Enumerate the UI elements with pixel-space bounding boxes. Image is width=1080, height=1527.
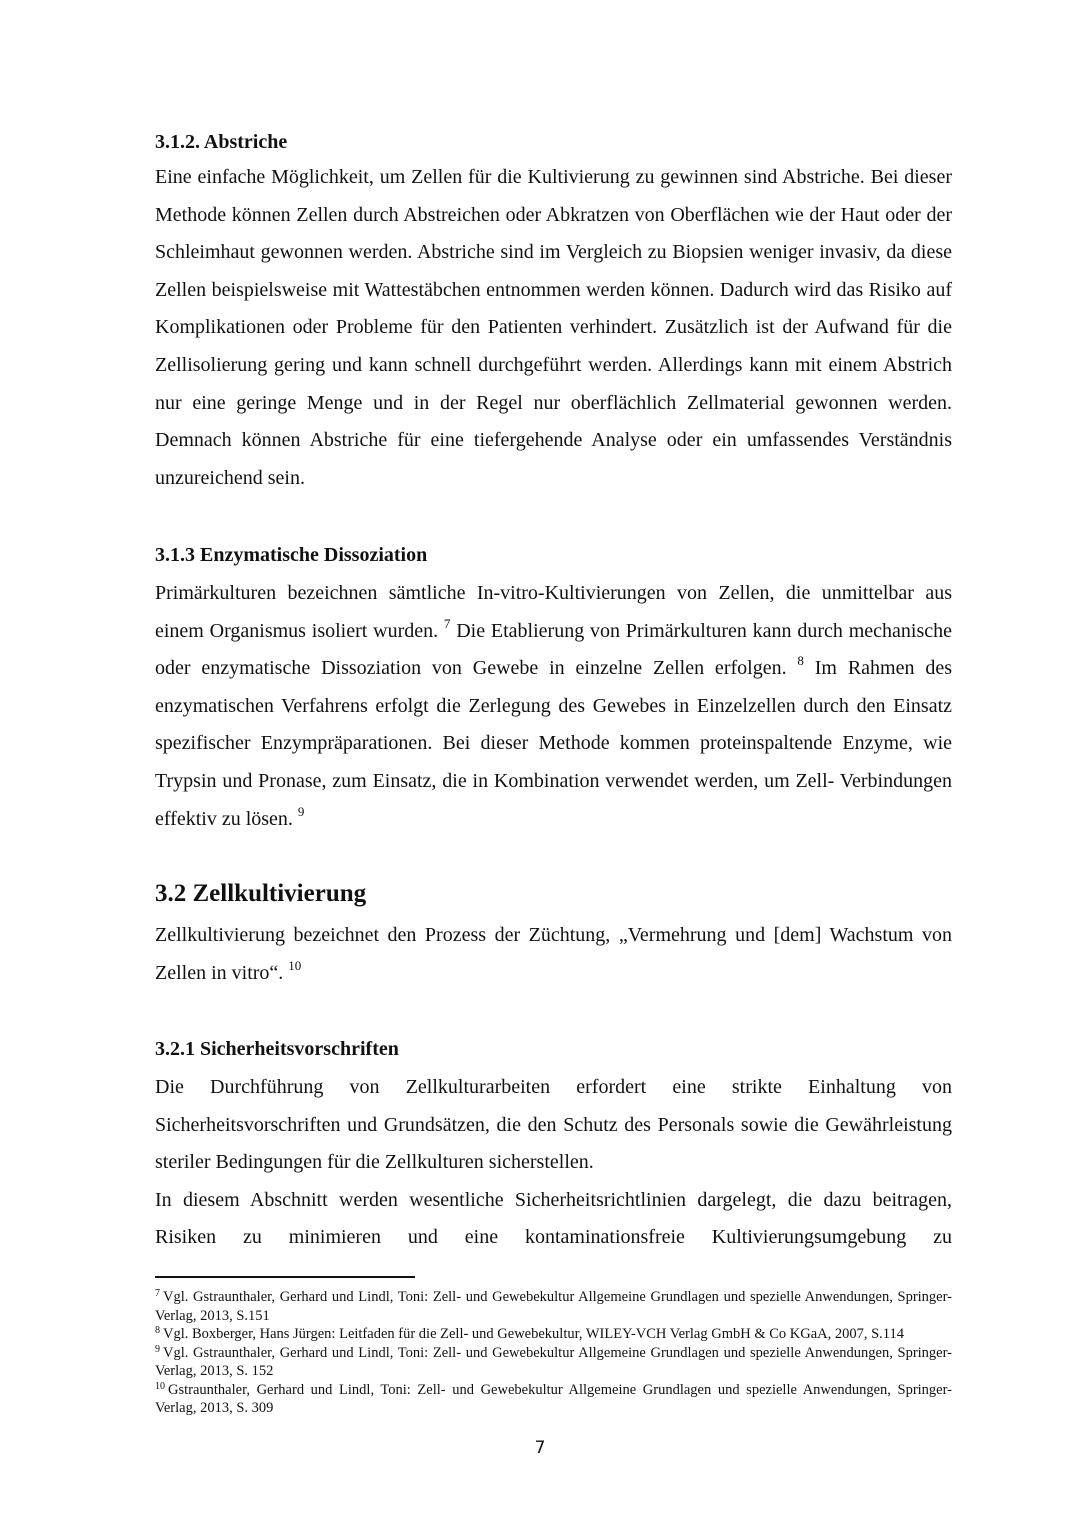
footnote-9: $^9$ Vgl. Gstraunthaler, Gerhard und Lindl, Toni: Zell- und Gewebekultur Allgemeine Grundlagen und spezielle Anwendungen, Springer-Verlag, 2013, S. 152 (155, 1343, 952, 1379)
paragraph-zellkultivierung: Zellkultivierung bezeichnet den Prozess der Züchtung, „Vermehrung und [dem] Wachstum von Zellen in vitro“. $^{10}$ (155, 924, 952, 984)
page-number: 7 (534, 1438, 546, 1458)
section-heading-abstriche: 3.1.2. Abstriche (155, 131, 288, 153)
footnotes (155, 1288, 952, 1418)
paragraph-enzymatische-dissoziation: Primärkulturen bezeichnen sämtliche In-vitro-Kultivierungen von Zellen, die unmittelbar aus einem Organismus isoliert wurden. $^7$ Die Etablierung von Primärkulturen kann durch mechanische oder enzymatische Dissoziation von Gewebe in einzelne Zellen erfolgen. $^8$ Im Rahmen des enzymatischen Verfahrens erfolgt die Zerlegung des Gewebes in Einzelzellen durch den Einsatz spezifischer Enzympräparationen. Bei dieser Methode kommen proteinspaltende Enzyme, wie Trypsin und Pronase, zum Einsatz, die in Kombination verwendet werden, um Zell- Verbindungen effektiv zu lösen. $^9$ (155, 582, 952, 830)
footnote-8: $^8$ Vgl. Boxberger, Hans Jürgen: Leitfaden für die Zell- und Gewebekultur, WILEY-VCH Verlag GmbH & Co KGaA, 2007, S.114 (155, 1325, 905, 1342)
section-3-2 (155, 877, 952, 992)
paragraph-abstriche: Eine einfache Möglichkeit, um Zellen für die Kultivierung zu gewinnen sind Abstriche. Bei dieser Methode können Zellen durch Abstreichen oder Abkratzen von Oberflächen wie der Haut oder der Schleimhaut gewonnen werden. Abstriche sind im Vergleich zu Biopsien weniger invasiv, da diese Zellen beispielsweise mit Wattestäbchen entnommen werden können. Dadurch wird das Risiko auf Komplikationen oder Probleme für den Patienten verhindert. Zusätzlich ist der Aufwand für die Zellisolierung gering und kann schnell durchgeführt werden. Allerdings kann mit einem Abstrich nur eine geringe Menge und in der Regel nur oberflächlich Zellmaterial gewonnen werden. Demnach können Abstriche für eine tiefergehende Analyse oder ein umfassendes Verständnis unzureichend sein. (155, 166, 952, 489)
section-3-1-3 (155, 541, 952, 838)
footnote-ref-7[interactable]: 7 (443, 615, 451, 631)
section-heading-sicherheitsvorschriften: 3.2.1 Sicherheitsvorschriften (155, 1038, 399, 1060)
footnote-ref-8[interactable]: 8 (797, 653, 804, 669)
footnote-10: $^{10}$ Gstraunthaler, Gerhard und Lindl, Toni: Zell- und Gewebekultur Allgemeine Grundlagen und spezielle Anwendungen, Springer-Verlag, 2013, S. 309 (155, 1380, 952, 1416)
paragraph-sicherheitsvorschriften-2: In diesem Abschnitt werden wesentliche Sicherheitsrichtlinien dargelegt, die dazu beitragen, Risiken zu minimieren und eine kontaminationsfreie Kultivierungsumgebung zu (155, 1188, 952, 1249)
footnote-ref-9[interactable]: 9 (297, 803, 305, 819)
section-3-2-1 (155, 1035, 952, 1257)
section-3-1-2 (155, 128, 952, 497)
section-heading-enzymatische-dissoziation: 3.1.3 Enzymatische Dissoziation (155, 544, 428, 566)
footnote-7: $^7$ Vgl. Gstraunthaler, Gerhard und Lindl, Toni: Zell- und Gewebekultur Allgemeine Grundlagen und spezielle Anwendungen, Springer-Verlag, 2013, S.151 (155, 1288, 952, 1324)
footnote-ref-10[interactable]: 10 (288, 957, 302, 973)
footnote-separator (155, 1276, 415, 1278)
section-heading-zellkultivierung: 3.2 Zellkultivierung (155, 880, 367, 907)
paragraph-sicherheitsvorschriften-1: Die Durchführung von Zellkulturarbeiten erfordert eine strikte Einhaltung von Sicherheitsvorschriften und Grundsätzen, die den Schutz des Personals sowie die Gewährleistung steriler Bedingungen für die Zellkulturen sicherstellen. (155, 1076, 952, 1174)
